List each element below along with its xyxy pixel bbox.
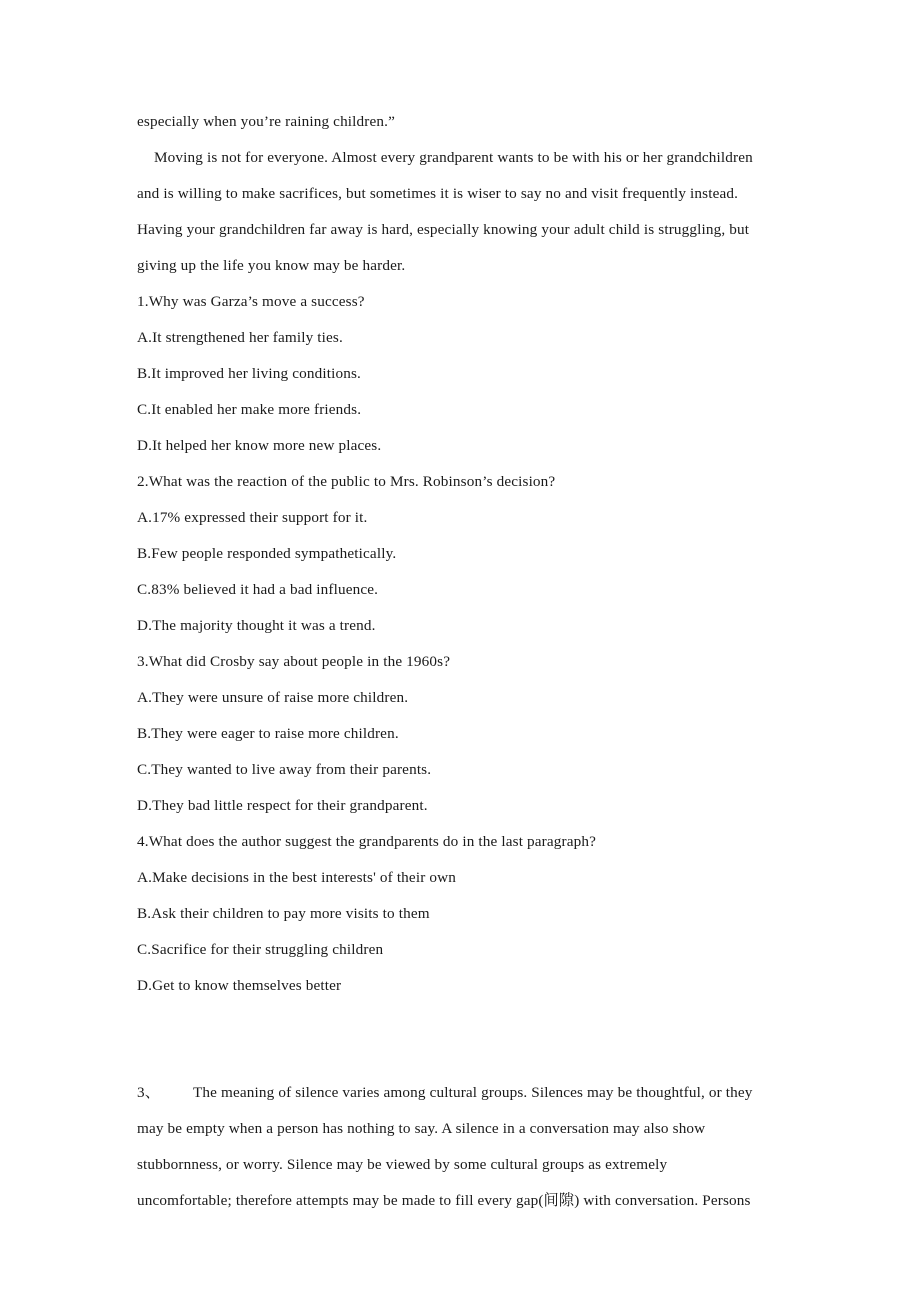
question-option[interactable]: A.They were unsure of raise more children.: [137, 689, 409, 706]
question-option[interactable]: A.Make decisions in the best interests' of their own: [137, 869, 456, 886]
question-option[interactable]: A.17% expressed their support for it.: [137, 509, 368, 526]
passage-first-line: [137, 1075, 785, 1111]
paragraph-line: and is willing to make sacrifices, but sometimes it is wiser to say no and visit frequently instead.: [137, 185, 739, 202]
question-3: [137, 644, 785, 824]
question-stem: 2.What was the reaction of the public to Mrs. Robinson’s decision?: [137, 473, 556, 490]
question-option[interactable]: D.They bad little respect for their grandparent.: [137, 797, 428, 814]
continuation-line: especially when you’re raining children.”: [137, 113, 395, 130]
question-1: [137, 284, 785, 464]
question-option[interactable]: D.It helped her know more new places.: [137, 437, 382, 454]
question-option[interactable]: D.Get to know themselves better: [137, 977, 342, 994]
paragraph-line: Having your grandchildren far away is hard, especially knowing your adult child is struggling, but: [137, 221, 750, 238]
question-option[interactable]: D.The majority thought it was a trend.: [137, 617, 376, 634]
question-stem: 1.Why was Garza’s move a success?: [137, 293, 365, 310]
question-option[interactable]: C.83% believed it had a bad influence.: [137, 581, 379, 598]
question-stem: 3.What did Crosby say about people in the 1960s?: [137, 653, 451, 670]
passage-line: stubbornness, or worry. Silence may be viewed by some cultural groups as extremely: [137, 1156, 668, 1173]
question-4: [137, 824, 785, 1004]
question-option[interactable]: B.Ask their children to pay more visits to them: [137, 905, 430, 922]
question-option[interactable]: C.Sacrifice for their struggling children: [137, 941, 384, 958]
passage-number-marker: 3、: [137, 1084, 161, 1101]
question-2: [137, 464, 785, 644]
question-option[interactable]: B.Few people responded sympathetically.: [137, 545, 397, 562]
passage-3: [137, 1075, 785, 1219]
passage-line-text: The meaning of silence varies among cultural groups. Silences may be thoughtful, or they: [193, 1084, 753, 1101]
question-option[interactable]: C.They wanted to live away from their parents.: [137, 761, 432, 778]
question-option[interactable]: B.They were eager to raise more children.: [137, 725, 399, 742]
paragraph-moving: [137, 140, 785, 284]
question-stem: 4.What does the author suggest the grandparents do in the last paragraph?: [137, 833, 596, 850]
question-option[interactable]: C.It enabled her make more friends.: [137, 401, 362, 418]
section-gap: [137, 1004, 785, 1075]
paragraph-line: giving up the life you know may be harder.: [137, 257, 406, 274]
paragraph-line: Moving is not for everyone. Almost every grandparent wants to be with his or her grandchildren: [154, 149, 753, 166]
passage-line: may be empty when a person has nothing to say. A silence in a conversation may also show: [137, 1120, 706, 1137]
question-option[interactable]: A.It strengthened her family ties.: [137, 329, 343, 346]
question-option[interactable]: B.It improved her living conditions.: [137, 365, 361, 382]
passage-line: uncomfortable; therefore attempts may be made to fill every gap(间隙) with conversation. Persons: [137, 1192, 751, 1209]
document-text-body: [137, 104, 785, 1219]
